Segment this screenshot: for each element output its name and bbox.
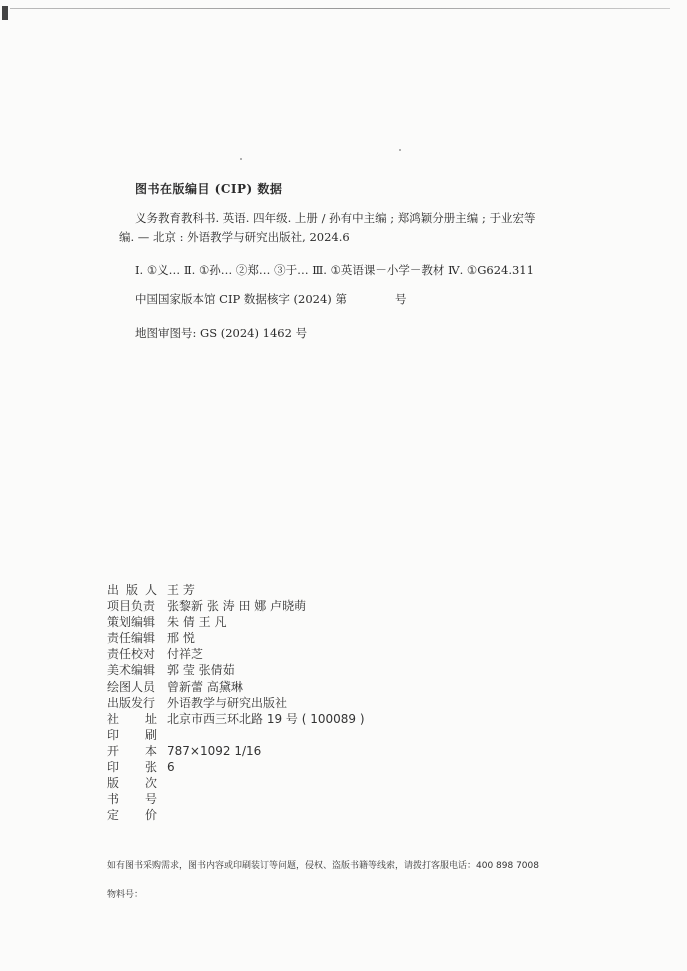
credit-label: 责任编辑 <box>107 631 156 646</box>
map-approval-number: 地图审图号: GS (2024) 1462 号 <box>135 326 308 340</box>
credit-value: 王 芳 <box>167 583 195 597</box>
cip-verification <box>135 291 406 307</box>
credit-row <box>107 791 365 807</box>
credit-row <box>107 662 365 678</box>
scan-corner-mark <box>2 6 8 20</box>
scan-speck <box>399 149 401 151</box>
cip-title: 图书在版编目 (CIP) 数据 <box>135 182 283 196</box>
credit-label: 绘图人员 <box>107 679 156 694</box>
credit-label: 版 次 <box>107 776 157 791</box>
credit-label: 策划编辑 <box>107 615 156 630</box>
credit-value: 朱 倩 王 凡 <box>167 615 227 630</box>
credit-row <box>107 630 365 646</box>
scan-top-edge <box>10 8 670 9</box>
credit-label: 责任校对 <box>107 647 156 662</box>
credit-label: 美术编辑 <box>107 663 156 678</box>
credit-label: 开 本 <box>107 743 157 758</box>
cip-description-line2: 编. — 北京 : 外语教学与研究出版社, 2024.6 <box>119 230 350 244</box>
credit-value: 邢 悦 <box>167 631 195 646</box>
credit-row <box>107 582 365 598</box>
credit-label: 出版发行 <box>107 695 156 710</box>
customer-service-line: 如有图书采购需求，图书内容或印刷装订等问题，侵权、盗版书籍等线索，请拨打客服电话：400 898 7008 <box>107 861 539 871</box>
credit-row <box>107 743 365 759</box>
cip-description-line1: 义务教育教科书. 英语. 四年级. 上册 / 孙有中主编 ; 郑鸿颖分册主编 ; 于业宏等 <box>135 211 536 225</box>
credit-label: 印 刷 <box>107 727 157 742</box>
credit-row <box>107 614 365 630</box>
credit-label: 书 号 <box>107 792 157 807</box>
credit-value: 北京市西三环北路 19 号 ( 100089 ) <box>167 711 365 726</box>
credit-row <box>107 759 365 775</box>
credit-row <box>107 646 365 662</box>
cip-verification-text: 中国国家版本馆 CIP 数据核字 (2024) 第 <box>135 292 347 306</box>
cip-classification: Ⅰ. ①义… Ⅱ. ①孙… ②郑… ③于… Ⅲ. ①英语课－小学－教材 Ⅳ. ①G624.311 <box>135 263 534 277</box>
credit-label: 出 版 人 <box>107 583 157 597</box>
credit-row <box>107 775 365 791</box>
credit-row <box>107 711 365 727</box>
credit-label: 印 张 <box>107 760 157 775</box>
credit-value: 郭 莹 张倩茹 <box>167 663 235 678</box>
credit-value: 曾新蕾 高黛琳 <box>167 679 243 694</box>
scan-speck <box>240 158 242 160</box>
material-number-label: 物料号： <box>107 890 144 900</box>
credit-value: 付祥芝 <box>167 647 204 662</box>
credit-row <box>107 598 365 614</box>
credit-label: 定 价 <box>107 808 157 823</box>
credit-value: 张黎新 张 涛 田 娜 卢晓萌 <box>167 599 307 614</box>
credit-row <box>107 807 365 823</box>
credit-label: 社 址 <box>107 711 157 726</box>
credit-row <box>107 727 365 743</box>
cip-verification-suffix: 号 <box>394 292 407 306</box>
credit-value: 外语教学与研究出版社 <box>167 695 288 710</box>
credit-label: 项目负责 <box>107 599 156 614</box>
credit-row <box>107 679 365 695</box>
credit-value: 787×1092 1/16 <box>167 743 262 758</box>
credits-list <box>107 582 365 823</box>
credit-value: 6 <box>167 760 175 775</box>
credit-row <box>107 695 365 711</box>
